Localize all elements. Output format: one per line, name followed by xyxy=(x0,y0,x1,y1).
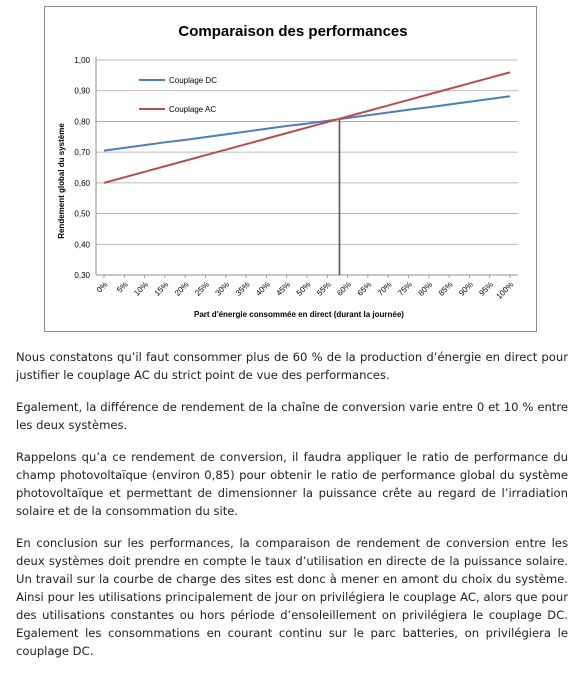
y-tick-label: 0,80 xyxy=(74,117,90,127)
x-tick-label: 35% xyxy=(233,280,252,298)
x-tick-label: 75% xyxy=(396,280,414,298)
y-tick-label: 0,60 xyxy=(74,178,90,188)
x-tick-labels xyxy=(95,280,516,301)
x-tick-label: 0% xyxy=(94,280,110,295)
x-tick-label: 85% xyxy=(436,280,455,298)
x-tick-label: 55% xyxy=(315,280,333,298)
y-tick-label: 1,00 xyxy=(74,56,90,65)
x-tick-label: 45% xyxy=(274,280,293,298)
y-tick-label: 0,30 xyxy=(74,271,90,280)
paragraph-4: En conclusion sur les performances, la comparaison de rendement de conversion entre les deux systèmes doit prendre en compte le taux d’utilisation en directe de la puissance solaire. Un travail sur la courbe de charge des sites est donc à mener en amont du choix du système. Ainsi pour les utilisations principalement de jour on privilégiera le couplage AC, alors que pour des utilisations constantes ou hors période d’ensoleillement on privilégiera le couplage DC. Egalement les consommations en courant continu sur le parc batteries, on privilégiera le couplage DC. xyxy=(16,536,568,658)
paragraph-2: Egalement, la différence de rendement de la chaîne de conversion varie entre 0 et 10 % entre les deux systèmes. xyxy=(16,400,568,432)
y-tick-label: 0,40 xyxy=(74,240,90,250)
x-tick-label: 30% xyxy=(213,280,232,298)
x-tick-label: 95% xyxy=(477,280,496,298)
chart-container xyxy=(44,6,537,332)
x-tick-label: 50% xyxy=(294,280,313,298)
x-tick-label: 20% xyxy=(172,280,191,298)
x-tick-label: 60% xyxy=(335,280,354,298)
y-tick-label: 0,90 xyxy=(74,86,90,96)
series-line-couplage-ac xyxy=(104,72,510,183)
x-tick-label: 80% xyxy=(416,280,435,298)
y-axis-label: Rendement global du système xyxy=(57,123,66,239)
paragraph-3: Rappelons qu’a ce rendement de conversion, il faudra appliquer le ratio de performance du champ photovoltaïque (environ 0,85) pour obtenir le ratio de performance global du système photovoltaïque et permettant de dimensionner la puissance crête au regard de l’irradiation solaire et de la consommation du site. xyxy=(16,450,568,518)
y-tick-label: 0,70 xyxy=(74,148,90,158)
chart-title: Comparaison des performances xyxy=(178,23,408,40)
x-tick-label: 15% xyxy=(152,280,171,298)
performance-chart xyxy=(45,7,536,331)
body-text xyxy=(16,348,568,674)
y-tick-label: 0,50 xyxy=(74,209,90,219)
legend-label: Couplage AC xyxy=(169,105,217,114)
series-line-couplage-dc xyxy=(104,96,510,150)
x-tick-label: 40% xyxy=(254,280,272,298)
x-tick-label: 70% xyxy=(375,280,394,298)
legend-label: Couplage DC xyxy=(169,76,218,85)
x-tick-label: 90% xyxy=(457,280,475,298)
x-tick-label: 10% xyxy=(132,280,151,298)
paragraph-1: Nous constatons qu’il faut consommer plus de 60 % de la production d’énergie en direct pour justifier le couplage AC du strict point de vue des performances. xyxy=(16,350,568,382)
x-axis-label: Part d'énergie consommée en direct (durant la journée) xyxy=(194,310,404,319)
x-tick-label: 65% xyxy=(355,280,374,298)
y-tick-labels xyxy=(74,56,90,280)
x-tick-label: 25% xyxy=(193,280,211,298)
x-tick-label: 100% xyxy=(494,280,516,301)
x-tick-label: 5% xyxy=(115,280,130,295)
legend xyxy=(139,76,217,114)
